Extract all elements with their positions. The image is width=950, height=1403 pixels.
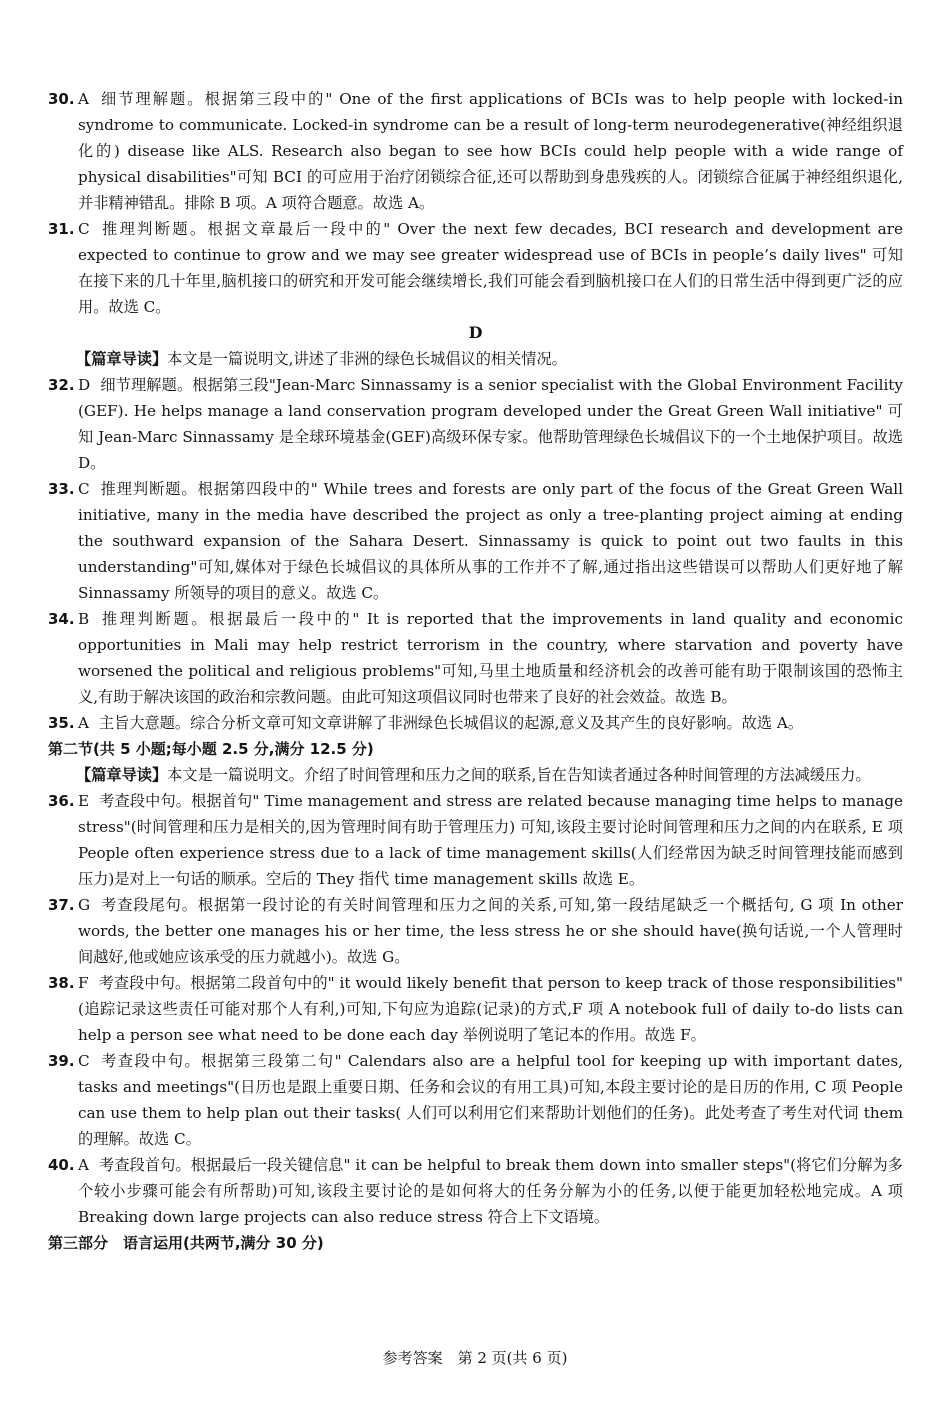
question-number: 34. bbox=[48, 610, 75, 628]
answer-page bbox=[48, 86, 903, 1256]
question-number: 37. bbox=[48, 896, 75, 914]
section-letter-d: D bbox=[468, 323, 483, 342]
section-two-heading: 第二节(共 5 小题;每小题 2.5 分,满分 12.5 分) bbox=[48, 740, 374, 758]
question-number: 31. bbox=[48, 220, 75, 238]
answer-item-39 bbox=[48, 1048, 903, 1152]
question-number: 36. bbox=[48, 792, 75, 810]
question-number: 32. bbox=[48, 376, 75, 394]
passage-guide-d bbox=[48, 346, 903, 372]
guide-text: 本文是一篇说明文。介绍了时间管理和压力之间的联系,旨在告知读者通过各种时间管理的方法减缓压力。 bbox=[167, 766, 871, 784]
answer-explanation: 考查段中句。根据第三段第二句" Calendars also are a helpful tool for keeping up with important dates, tasks and meetings"(日历也是跟上重要日期、任务和会议的有用工具)可知,本段主要讨论的是日历的作用, C 项 People can use them to help plan out their tasks( 人们可以利用它们来帮助计划他们的任务)。此处考查了考生对代词 them 的理解。故选 C。 bbox=[78, 1052, 903, 1148]
question-number: 40. bbox=[48, 1156, 75, 1174]
answer-item-36 bbox=[48, 788, 903, 892]
answer-item-34 bbox=[48, 606, 903, 710]
answer-letter: C bbox=[78, 1052, 90, 1070]
answer-explanation: 考查段中句。根据首句" Time management and stress are related because managing time helps to manage stress"(时间管理和压力是相关的,因为管理时间有助于管理压力) 可知,该段主要讨论时间管理和压力之间的内在联系, E 项 People often experience stress due to a lack of time management skills(人们经常因为缺乏时间管理技能而感到压力)是对上一句话的顺承。空后的 They 指代 time management skills 故选 E。 bbox=[78, 792, 903, 888]
page-footer: 参考答案 第 2 页(共 6 页) bbox=[382, 1349, 568, 1367]
answer-item-30 bbox=[48, 86, 903, 216]
answer-item-37 bbox=[48, 892, 903, 970]
answer-item-40 bbox=[48, 1152, 903, 1230]
answer-item-33 bbox=[48, 476, 903, 606]
answer-letter: F bbox=[78, 974, 89, 992]
answer-letter: D bbox=[78, 376, 91, 394]
guide-text: 本文是一篇说明文,讲述了非洲的绿色长城倡议的相关情况。 bbox=[167, 350, 567, 368]
question-number: 30. bbox=[48, 90, 75, 108]
answer-explanation: 细节理解题。根据第三段中的" One of the first applications of BCIs was to help people with locked-in syndrome to communicate. Locked-in syndrome can be a result of long-term neurodegenerative(神经组织退化的) disease like ALS. Research also began to see how BCIs could help people with a wide range of physical disabilities"可知 BCI 的可应用于治疗闭锁综合征,还可以帮助到身患残疾的人。闭锁综合征属于神经组织退化,并非精神错乱。排除 B 项。A 项符合题意。故选 A。 bbox=[78, 90, 903, 212]
answer-explanation: 细节理解题。根据第三段"Jean-Marc Sinnassamy is a senior specialist with the Global Environment Facility (GEF). He helps manage a land conservation program developed under the Great Green Wall initiative" 可知 Jean-Marc Sinnassamy 是全球环境基金(GEF)高级环保专家。他帮助管理绿色长城倡议下的一个土地保护项目。故选 D。 bbox=[78, 376, 903, 472]
answer-item-38 bbox=[48, 970, 903, 1048]
answer-letter: G bbox=[78, 896, 91, 914]
answer-explanation: 主旨大意题。综合分析文章可知文章讲解了非洲绿色长城倡议的起源,意义及其产生的良好影响。故选 A。 bbox=[98, 714, 804, 732]
answer-letter: A bbox=[78, 90, 89, 108]
answer-letter: B bbox=[78, 610, 90, 628]
question-number: 35. bbox=[48, 714, 75, 732]
answer-explanation: 考查段首句。根据最后一段关键信息" it can be helpful to break them down into smaller steps"(将它们分解为多个较小步骤可能会有所帮助)可知,该段主要讨论的是如何将大的任务分解为小的任务,以便于能更加轻松地完成。A 项 Breaking down large projects can also reduce stress 符合上下文语境。 bbox=[78, 1156, 903, 1226]
question-number: 39. bbox=[48, 1052, 75, 1070]
answer-letter: A bbox=[78, 1156, 89, 1174]
answer-explanation: 考查段尾句。根据第一段讨论的有关时间管理和压力之间的关系,可知,第一段结尾缺乏一个概括句, G 项 In other words, the better one manages his or her time, the less stress he or she should have(换句话说,一个人管理时间越好,他或她应该承受的压力就越小)。故选 G。 bbox=[78, 896, 903, 966]
answer-letter: A bbox=[78, 714, 89, 732]
guide-label: 【篇章导读】 bbox=[76, 766, 168, 784]
passage-guide-section-two bbox=[48, 762, 903, 788]
answer-item-35 bbox=[48, 710, 903, 736]
answer-explanation: 推理判断题。根据第四段中的" While trees and forests are only part of the focus of the Great Green Wall initiative, many in the media have described the project as only a tree-planting project aiming at ending the southward expansion of the Sahara Desert. Sinnassamy is quick to point out two faults in this understanding"可知,媒体对于绿色长城倡议的具体所从事的工作并不了解,通过指出这些错误可以帮助人们更好地了解 Sinnassamy 所领导的项目的意义。故选 C。 bbox=[78, 480, 903, 602]
question-number: 33. bbox=[48, 480, 75, 498]
answer-item-32 bbox=[48, 372, 903, 476]
answer-letter: C bbox=[78, 480, 90, 498]
part-three-heading: 第三部分 语言运用(共两节,满分 30 分) bbox=[48, 1234, 324, 1252]
answer-explanation: 推理判断题。根据文章最后一段中的" Over the next few decades, BCI research and development are expected to continue to grow and we may see greater widespread use of BCIs in people’s daily lives" 可知在接下来的几十年里,脑机接口的研究和开发可能会继续增长,我们可能会看到脑机接口在人们的日常生活中得到更广泛的应用。故选 C。 bbox=[78, 220, 903, 316]
answer-letter: E bbox=[78, 792, 90, 810]
answer-explanation: 推理判断题。根据最后一段中的" It is reported that the improvements in land quality and economic opportunities in Mali may help restrict terrorism in the country, where starvation and poverty have worsened the political and religious problems"可知,马里土地质量和经济机会的改善可能有助于限制该国的恐怖主义,有助于解决该国的政治和宗教问题。由此可知这项倡议同时也带来了良好的社会效益。故选 B。 bbox=[78, 610, 903, 706]
answer-item-31 bbox=[48, 216, 903, 320]
answer-explanation: 考查段中句。根据第二段首句中的" it would likely benefit that person to keep track of those responsibilities" (追踪记录这些责任可能对那个人有利,)可知,下句应为追踪(记录)的方式,F 项 A notebook full of daily to-do lists can help a person see what need to be done each day 举例说明了笔记本的作用。故选 F。 bbox=[78, 974, 903, 1044]
answer-letter: C bbox=[78, 220, 90, 238]
guide-label: 【篇章导读】 bbox=[76, 350, 168, 368]
question-number: 38. bbox=[48, 974, 75, 992]
